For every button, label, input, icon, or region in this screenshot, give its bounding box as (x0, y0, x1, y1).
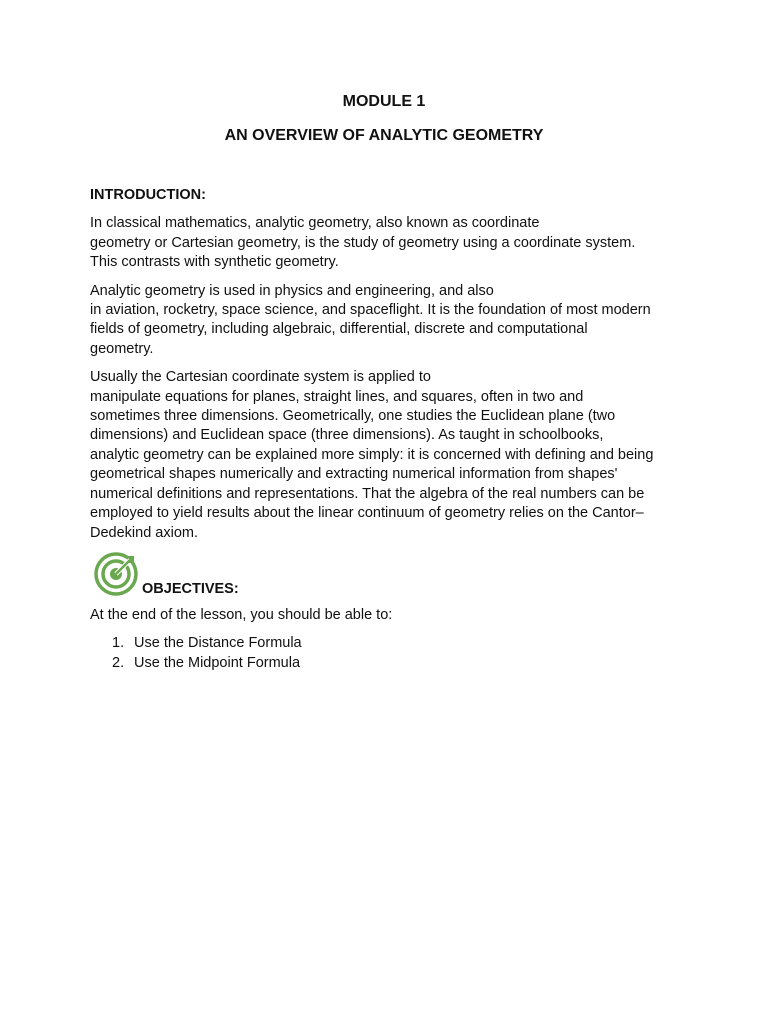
intro-paragraph-1: In classical mathematics, analytic geometry, also known as coordinate geometry or Cartesian geometry, is the study of geometry using a coordinate system. This contrasts with synthetic geometry. (90, 215, 636, 271)
intro-paragraph-3: Usually the Cartesian coordinate system is applied to manipulate equations for planes, straight lines, and squares, often in two and sometimes three dimensions. Geometrically, one studies the Euclidean plane (two dimensions) and Euclidean space (three dimensions). As taught in schoolbooks, analytic geometry can be explained more simply: it is concerned with defining and being geometrical shapes numerically and extracting numerical information from shapes' numerical definitions and representations. That the algebra of the real numbers can be employed to yield results about the linear continuum of geometry relies on the Cantor– Dedekind axiom. (90, 369, 654, 541)
objectives-header (90, 552, 690, 604)
module-title: AN OVERVIEW OF ANALYTIC GEOMETRY (224, 127, 544, 144)
list-item-number: 2. (112, 655, 125, 672)
module-number: MODULE 1 (342, 93, 426, 110)
target-icon (94, 552, 138, 596)
objectives-intro: At the end of the lesson, you should be able to: (90, 606, 393, 623)
list-item-text: Use the Midpoint Formula (134, 655, 301, 672)
objectives-heading: OBJECTIVES: (142, 580, 239, 597)
list-item-number: 1. (112, 635, 125, 652)
objectives-list (90, 633, 690, 673)
introduction-heading: INTRODUCTION: (90, 187, 206, 203)
intro-paragraph-2: Analytic geometry is used in physics and engineering, and also in aviation, rocketry, space science, and spaceflight. It is the foundation of most modern fields of geometry, including algebraic, differential, discrete and computational geometry. (90, 282, 651, 357)
list-item (90, 653, 690, 673)
list-item (90, 633, 690, 653)
list-item-text: Use the Distance Formula (134, 635, 302, 652)
document-body (90, 186, 690, 673)
